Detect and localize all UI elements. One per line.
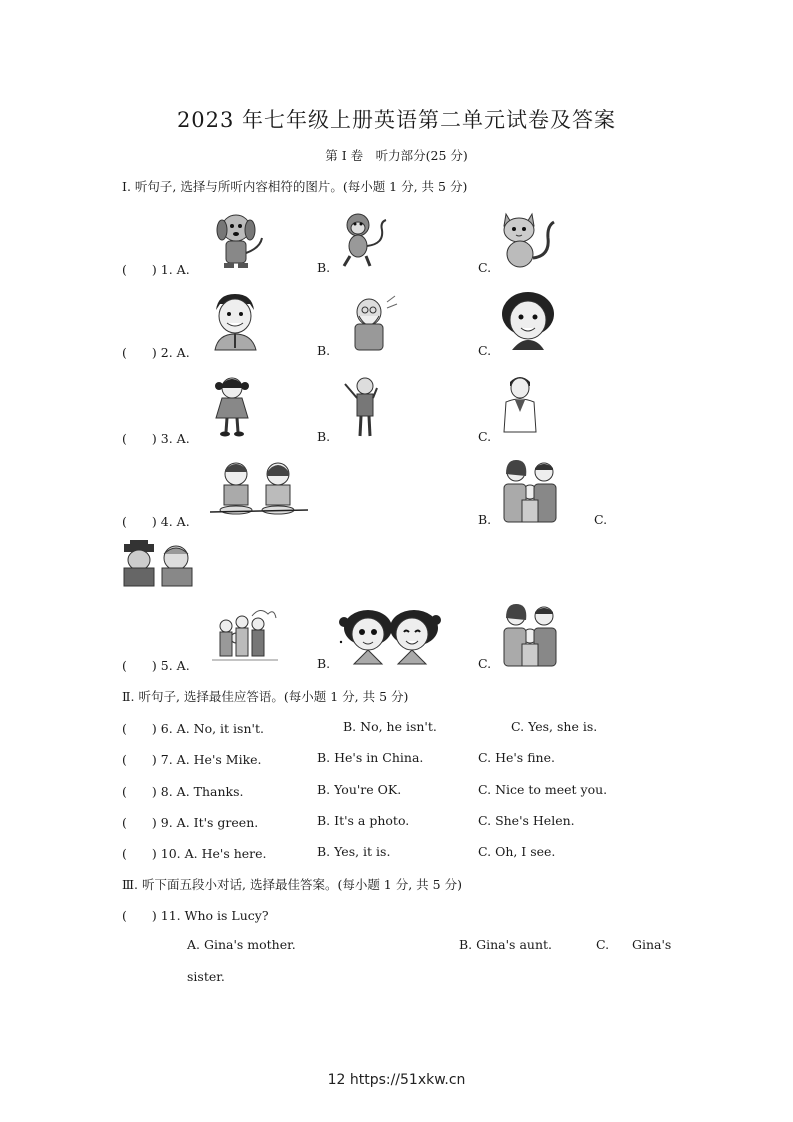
girl-face-picture[interactable]	[500, 290, 558, 352]
question-row-5: ( ) 5. A.	[122, 658, 190, 673]
option-c-label: C.	[478, 343, 492, 358]
teacher-picture[interactable]	[343, 376, 383, 440]
option-b-label: B.	[317, 260, 331, 275]
dog-picture[interactable]	[210, 208, 268, 270]
option-a-text: A. Gina's mother.	[187, 937, 296, 952]
question-row-10: ( ) 10. A. He's here.	[122, 846, 267, 861]
option-c-letter: C.	[596, 937, 610, 952]
option-c-text: C. Oh, I see.	[478, 844, 556, 859]
option-b-text: B. You're OK.	[317, 782, 402, 797]
boy-student-picture[interactable]	[498, 372, 544, 436]
option-b-text: B. No, he isn't.	[343, 719, 437, 734]
answer-bracket[interactable]: ( )	[122, 784, 157, 799]
answer-bracket[interactable]: ( )	[122, 514, 157, 529]
grandparents-picture[interactable]	[122, 540, 196, 586]
option-b-text: B. Gina's aunt.	[459, 937, 552, 952]
question-row-2: ( ) 2. A.	[122, 345, 190, 360]
answer-bracket[interactable]: ( )	[122, 908, 157, 923]
question-text: Who is Lucy?	[184, 908, 269, 923]
girl-picture[interactable]	[212, 376, 254, 438]
section1-heading: Ⅰ. 听句子, 选择与所听内容相符的图片。(每小题 1 分, 共 5 分)	[122, 179, 468, 194]
option-b-label: B.	[317, 429, 331, 444]
answer-bracket[interactable]: ( )	[122, 262, 157, 277]
twin-girls-picture[interactable]	[338, 606, 442, 668]
answer-bracket[interactable]: ( )	[122, 658, 157, 673]
page-footer: 12 https://51xkw.cn	[327, 1072, 466, 1088]
section3-heading: Ⅲ. 听下面五段小对话, 选择最佳答案。(每小题 1 分, 共 5 分)	[122, 877, 462, 892]
question-row-4: ( ) 4. A.	[122, 514, 190, 529]
question-row-11: ( ) 11. Who is Lucy?	[122, 908, 269, 923]
family-picture[interactable]	[500, 604, 560, 670]
boy-face-picture[interactable]	[210, 292, 260, 352]
page-title: 2023 年七年级上册英语第二单元试卷及答案	[176, 108, 617, 132]
option-c-text: C. He's fine.	[478, 750, 555, 765]
section-subtitle: 第 I 卷 听力部分(25 分)	[325, 148, 468, 163]
monkey-picture[interactable]	[338, 210, 392, 270]
section2-heading: Ⅱ. 听句子, 选择最佳应答语。(每小题 1 分, 共 5 分)	[122, 689, 409, 704]
answer-bracket[interactable]: ( )	[122, 345, 157, 360]
answer-bracket[interactable]: ( )	[122, 721, 157, 736]
option-c-text: C. Yes, she is.	[511, 719, 598, 734]
family-picture[interactable]	[500, 460, 560, 526]
family-outdoor-picture[interactable]	[212, 606, 278, 664]
question-row-6: ( ) 6. A. No, it isn't.	[122, 721, 264, 736]
option-b-label: B.	[317, 656, 331, 671]
question-row-1: ( ) 1. A.	[122, 262, 190, 277]
option-b-text: B. He's in China.	[317, 750, 424, 765]
option-c-text-cont: sister.	[187, 969, 225, 984]
answer-bracket[interactable]: ( )	[122, 752, 157, 767]
kids-eating-picture[interactable]	[210, 460, 308, 522]
question-row-3: ( ) 3. A.	[122, 431, 190, 446]
answer-bracket[interactable]: ( )	[122, 815, 157, 830]
option-c-label: C.	[478, 429, 492, 444]
cat-picture[interactable]	[498, 208, 558, 270]
grandpa-picture[interactable]	[345, 294, 397, 352]
option-c-label: C.	[478, 656, 492, 671]
option-b-text: B. It's a photo.	[317, 813, 410, 828]
option-c-text: C. Nice to meet you.	[478, 782, 608, 797]
option-b-label: B.	[317, 343, 331, 358]
question-row-9: ( ) 9. A. It's green.	[122, 815, 259, 830]
question-row-8: ( ) 8. A. Thanks.	[122, 784, 244, 799]
option-c-text: C. She's Helen.	[478, 813, 575, 828]
option-c-text: Gina's	[632, 937, 672, 952]
option-c-label: C.	[594, 512, 608, 527]
question-row-7: ( ) 7. A. He's Mike.	[122, 752, 262, 767]
option-c-label: C.	[478, 260, 492, 275]
option-b-label: B.	[478, 512, 492, 527]
answer-bracket[interactable]: ( )	[122, 846, 157, 861]
answer-bracket[interactable]: ( )	[122, 431, 157, 446]
option-b-text: B. Yes, it is.	[317, 844, 391, 859]
